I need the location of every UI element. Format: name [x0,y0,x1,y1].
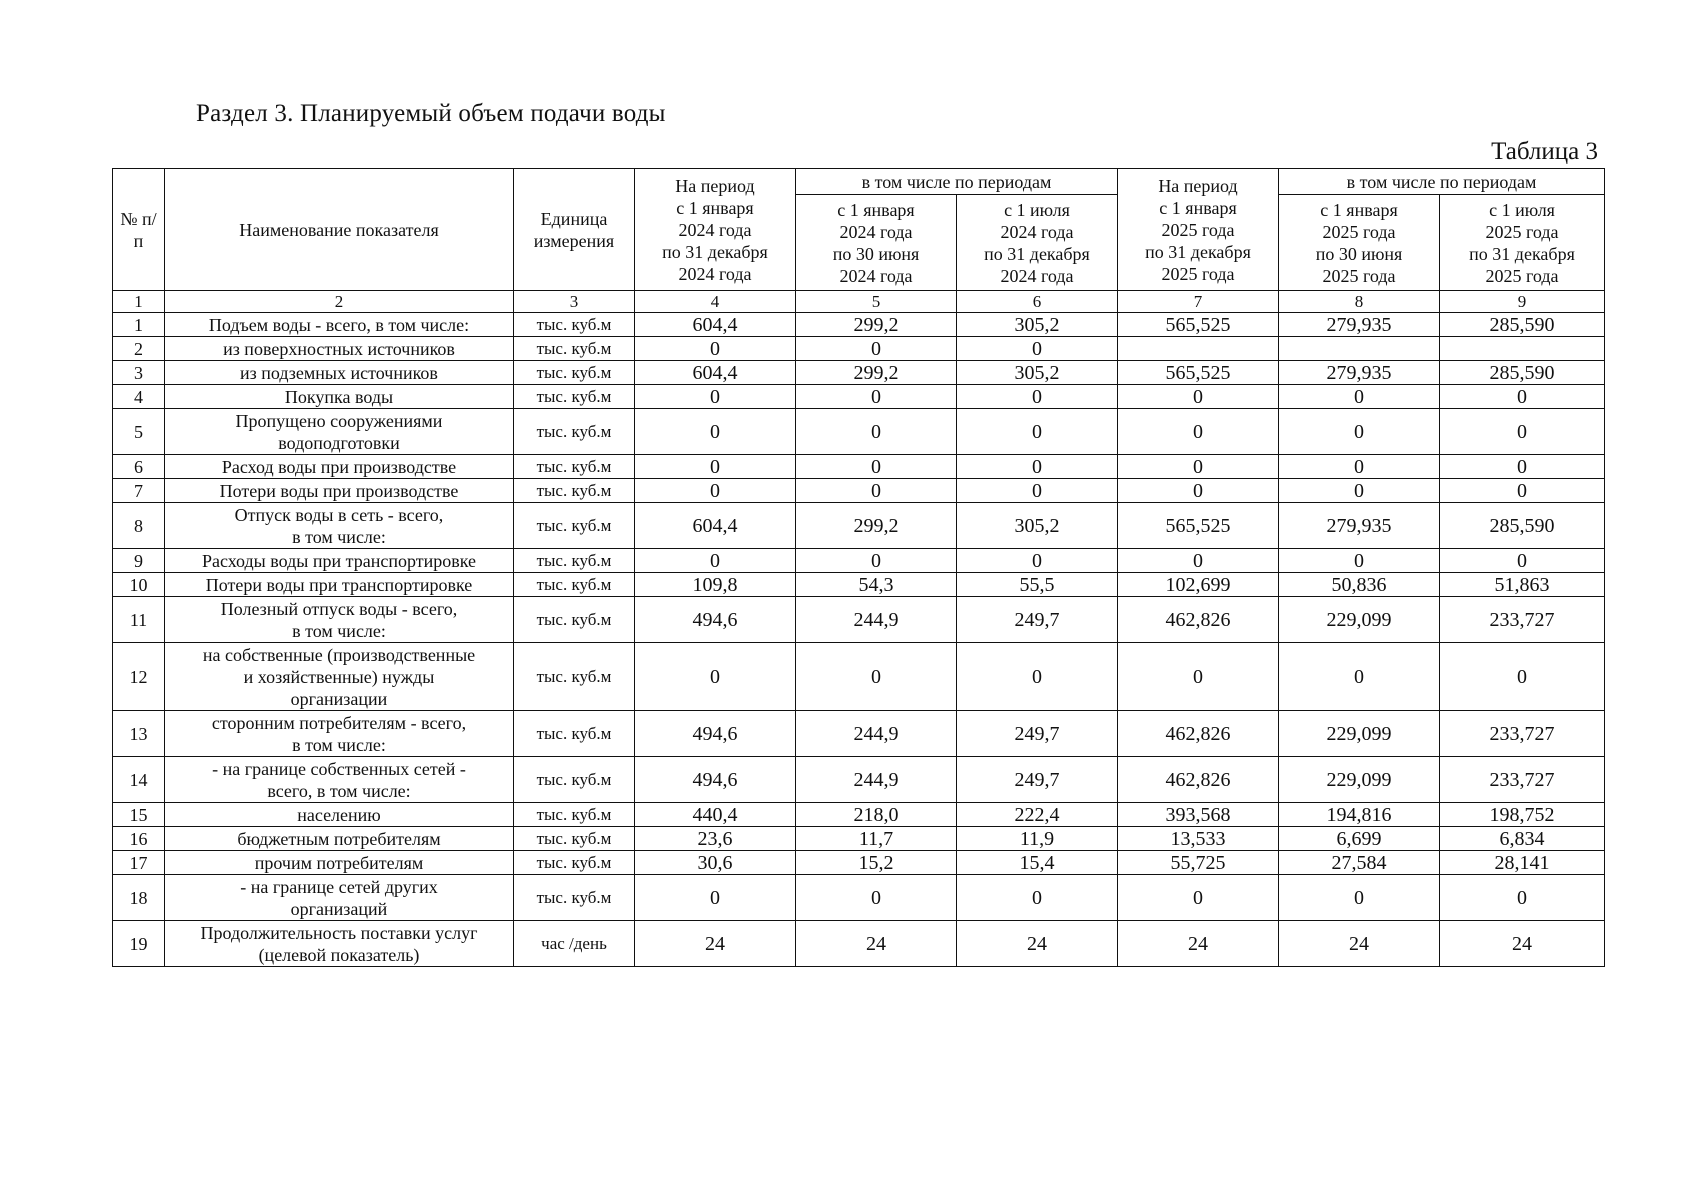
row-number: 13 [113,711,165,757]
table-row [113,479,1605,503]
table-body [113,313,1605,967]
value-cell: 0 [1440,479,1605,503]
indicator-name [165,597,514,643]
table-row [113,573,1605,597]
unit-cell: тыс. куб.м [514,827,635,851]
value-cell: 393,568 [1118,803,1279,827]
value-cell: 494,6 [635,711,796,757]
indicator-name-line: организаций [290,898,388,919]
value-cell: 0 [1440,409,1605,455]
value-cell: 279,935 [1279,503,1440,549]
value-cell: 222,4 [957,803,1118,827]
value-cell: 24 [1279,921,1440,967]
unit-cell: тыс. куб.м [514,803,635,827]
unit-cell: тыс. куб.м [514,337,635,361]
indicator-name [165,875,514,921]
value-cell: 233,727 [1440,711,1605,757]
value-cell: 0 [796,409,957,455]
row-number: 10 [113,573,165,597]
header-including-2025: в том числе по периодам [1279,169,1605,195]
unit-cell: тыс. куб.м [514,503,635,549]
value-cell: 0 [957,455,1118,479]
indicator-name-line: и хозяйственные) нужды [243,666,435,687]
value-cell: 15,4 [957,851,1118,875]
indicator-name-line: Отпуск воды в сеть - всего, [234,504,444,525]
value-cell: 249,7 [957,757,1118,803]
value-cell: 0 [796,337,957,361]
value-cell: 198,752 [1440,803,1605,827]
value-cell: 0 [796,479,957,503]
row-number: 12 [113,643,165,711]
value-cell: 24 [957,921,1118,967]
table-row [113,337,1605,361]
value-cell: 249,7 [957,711,1118,757]
value-cell: 15,2 [796,851,957,875]
value-cell: 604,4 [635,503,796,549]
value-cell: 0 [957,549,1118,573]
value-cell: 604,4 [635,313,796,337]
indicator-name-line: (целевой показатель) [258,944,420,965]
value-cell: 0 [1118,479,1279,503]
indicator-name-line: на собственные (производственные [202,644,476,665]
column-number: 8 [1279,291,1440,313]
table-row [113,711,1605,757]
value-cell: 0 [957,409,1118,455]
indicator-name-line: в том числе: [292,620,386,641]
value-cell: 0 [635,385,796,409]
value-cell: 494,6 [635,757,796,803]
value-cell: 0 [957,385,1118,409]
indicator-name-line: сторонним потребителям - всего, [211,712,467,733]
value-cell: 0 [1118,643,1279,711]
table-row [113,643,1605,711]
indicator-name [165,549,514,573]
value-cell: 494,6 [635,597,796,643]
row-number: 15 [113,803,165,827]
indicator-name-line: прочим потребителям [254,852,424,873]
value-cell: 24 [635,921,796,967]
indicator-name-line: Расходы воды при транспортировке [201,550,477,571]
value-cell: 299,2 [796,361,957,385]
column-number: 1 [113,291,165,313]
value-cell: 244,9 [796,757,957,803]
indicator-name [165,827,514,851]
header-period-2024: На период с 1 января 2024 года по 31 декабря 2024 года [635,169,796,291]
indicator-name-line: организации [290,688,388,709]
row-number: 11 [113,597,165,643]
indicator-name-line: из подземных источников [240,362,438,383]
value-cell: 299,2 [796,313,957,337]
unit-cell: тыс. куб.м [514,597,635,643]
value-cell: 28,141 [1440,851,1605,875]
unit-cell: тыс. куб.м [514,851,635,875]
column-number: 5 [796,291,957,313]
indicator-name-line: населению [297,804,381,825]
row-number: 19 [113,921,165,967]
value-cell: 0 [796,875,957,921]
value-cell: 565,525 [1118,361,1279,385]
unit-cell: тыс. куб.м [514,875,635,921]
value-cell: 285,590 [1440,503,1605,549]
header-num: № п/п [113,169,165,291]
value-cell: 244,9 [796,711,957,757]
indicator-name-line: в том числе: [292,526,386,547]
value-cell: 54,3 [796,573,957,597]
table-row [113,851,1605,875]
value-cell: 0 [957,643,1118,711]
value-cell: 0 [1118,385,1279,409]
value-cell: 0 [635,455,796,479]
column-number-row [113,291,1605,313]
value-cell: 440,4 [635,803,796,827]
value-cell: 0 [1279,385,1440,409]
table-row [113,503,1605,549]
value-cell: 233,727 [1440,757,1605,803]
row-number: 5 [113,409,165,455]
value-cell: 0 [635,875,796,921]
indicator-name-line: в том числе: [292,734,386,755]
value-cell: 218,0 [796,803,957,827]
unit-cell: час /день [514,921,635,967]
header-h2-2024: с 1 июля 2024 года по 31 декабря 2024 года [957,195,1118,291]
header-h1-2025: с 1 января 2025 года по 30 июня 2025 года [1279,195,1440,291]
value-cell: 0 [1279,549,1440,573]
indicator-name [165,711,514,757]
value-cell: 0 [1118,409,1279,455]
indicator-name [165,455,514,479]
row-number: 3 [113,361,165,385]
table-row [113,385,1605,409]
value-cell: 0 [1440,549,1605,573]
row-number: 2 [113,337,165,361]
table-row [113,827,1605,851]
table-row [113,361,1605,385]
value-cell: 462,826 [1118,757,1279,803]
header-unit: Единица измерения [514,169,635,291]
value-cell: 0 [957,875,1118,921]
unit-cell: тыс. куб.м [514,549,635,573]
column-number: 3 [514,291,635,313]
indicator-name-line: из поверхностных источников [223,338,455,359]
indicator-name-line: всего, в том числе: [267,780,411,801]
value-cell: 0 [1279,875,1440,921]
value-cell: 565,525 [1118,503,1279,549]
value-cell [1118,337,1279,361]
value-cell: 244,9 [796,597,957,643]
value-cell: 0 [635,409,796,455]
value-cell: 285,590 [1440,361,1605,385]
unit-cell: тыс. куб.м [514,711,635,757]
value-cell: 0 [1118,549,1279,573]
indicator-name [165,757,514,803]
value-cell: 24 [1118,921,1279,967]
indicator-name-line: бюджетным потребителям [237,828,441,849]
table-row [113,757,1605,803]
value-cell: 0 [796,455,957,479]
indicator-name [165,573,514,597]
value-cell: 565,525 [1118,313,1279,337]
value-cell: 55,5 [957,573,1118,597]
indicator-name [165,921,514,967]
unit-cell: тыс. куб.м [514,757,635,803]
indicator-name [165,313,514,337]
value-cell: 24 [1440,921,1605,967]
unit-cell: тыс. куб.м [514,479,635,503]
value-cell: 0 [1279,643,1440,711]
value-cell: 23,6 [635,827,796,851]
value-cell: 233,727 [1440,597,1605,643]
header-h2-2025: с 1 июля 2025 года по 31 декабря 2025 года [1440,195,1605,291]
value-cell: 102,699 [1118,573,1279,597]
indicator-name [165,851,514,875]
column-number: 9 [1440,291,1605,313]
value-cell: 0 [1279,409,1440,455]
table-label: Таблица 3 [1491,138,1598,165]
value-cell: 299,2 [796,503,957,549]
row-number: 14 [113,757,165,803]
value-cell: 0 [1279,479,1440,503]
value-cell: 50,836 [1279,573,1440,597]
table-row [113,875,1605,921]
value-cell: 0 [635,643,796,711]
indicator-name-line: Пропущено сооружениями [235,410,443,431]
column-number: 4 [635,291,796,313]
value-cell: 229,099 [1279,757,1440,803]
value-cell: 0 [1440,643,1605,711]
value-cell: 305,2 [957,313,1118,337]
unit-cell: тыс. куб.м [514,455,635,479]
value-cell: 27,584 [1279,851,1440,875]
indicator-name-line: Полезный отпуск воды - всего, [220,598,458,619]
value-cell: 0 [796,549,957,573]
value-cell: 0 [1440,385,1605,409]
value-cell [1279,337,1440,361]
column-number: 7 [1118,291,1279,313]
indicator-name [165,479,514,503]
value-cell: 0 [635,549,796,573]
column-number: 6 [957,291,1118,313]
column-number: 2 [165,291,514,313]
value-cell: 0 [957,479,1118,503]
water-supply-table [112,168,1605,967]
value-cell: 6,834 [1440,827,1605,851]
value-cell: 0 [796,643,957,711]
value-cell: 229,099 [1279,597,1440,643]
indicator-name [165,361,514,385]
value-cell: 279,935 [1279,313,1440,337]
indicator-name-line: водоподготовки [278,432,400,453]
value-cell: 279,935 [1279,361,1440,385]
indicator-name-line: Продолжительность поставки услуг [200,922,478,943]
value-cell: 0 [635,479,796,503]
value-cell: 0 [1440,875,1605,921]
indicator-name [165,409,514,455]
header-period-2025: На период с 1 января 2025 года по 31 декабря 2025 года [1118,169,1279,291]
value-cell: 0 [635,337,796,361]
value-cell: 0 [796,385,957,409]
indicator-name [165,385,514,409]
row-number: 6 [113,455,165,479]
value-cell: 462,826 [1118,711,1279,757]
value-cell: 0 [1118,875,1279,921]
indicator-name-line: Потери воды при транспортировке [205,574,473,595]
value-cell: 51,863 [1440,573,1605,597]
table-row [113,313,1605,337]
value-cell: 55,725 [1118,851,1279,875]
row-number: 16 [113,827,165,851]
indicator-name [165,643,514,711]
row-number: 18 [113,875,165,921]
unit-cell: тыс. куб.м [514,573,635,597]
value-cell: 6,699 [1279,827,1440,851]
indicator-name-line: Потери воды при производстве [219,480,459,501]
row-number: 17 [113,851,165,875]
unit-cell: тыс. куб.м [514,643,635,711]
row-number: 9 [113,549,165,573]
header-h1-2024: с 1 января 2024 года по 30 июня 2024 года [796,195,957,291]
value-cell: 305,2 [957,503,1118,549]
section-title: Раздел 3. Планируемый объем подачи воды [196,100,666,127]
value-cell: 285,590 [1440,313,1605,337]
value-cell: 11,9 [957,827,1118,851]
value-cell: 30,6 [635,851,796,875]
value-cell [1440,337,1605,361]
indicator-name-line: - на границе сетей других [240,876,438,897]
value-cell: 11,7 [796,827,957,851]
indicator-name-line: Покупка воды [284,386,394,407]
unit-cell: тыс. куб.м [514,361,635,385]
value-cell: 0 [1279,455,1440,479]
unit-cell: тыс. куб.м [514,409,635,455]
header-including-2024: в том числе по периодам [796,169,1118,195]
value-cell: 13,533 [1118,827,1279,851]
value-cell: 109,8 [635,573,796,597]
indicator-name [165,803,514,827]
indicator-name [165,503,514,549]
value-cell: 0 [1118,455,1279,479]
unit-cell: тыс. куб.м [514,385,635,409]
row-number: 8 [113,503,165,549]
header-name: Наименование показателя [165,169,514,291]
table-row [113,597,1605,643]
value-cell: 305,2 [957,361,1118,385]
value-cell: 229,099 [1279,711,1440,757]
value-cell: 0 [1440,455,1605,479]
table-row [113,549,1605,573]
indicator-name-line: Подъем воды - всего, в том числе: [208,314,470,335]
value-cell: 462,826 [1118,597,1279,643]
table-row [113,409,1605,455]
row-number: 7 [113,479,165,503]
row-number: 4 [113,385,165,409]
unit-cell: тыс. куб.м [514,313,635,337]
value-cell: 604,4 [635,361,796,385]
indicator-name-line: - на границе собственных сетей - [212,758,466,779]
value-cell: 24 [796,921,957,967]
value-cell: 194,816 [1279,803,1440,827]
table-row [113,455,1605,479]
value-cell: 249,7 [957,597,1118,643]
table-row [113,803,1605,827]
row-number: 1 [113,313,165,337]
indicator-name-line: Расход воды при производстве [221,456,457,477]
value-cell: 0 [957,337,1118,361]
table-row [113,921,1605,967]
indicator-name [165,337,514,361]
